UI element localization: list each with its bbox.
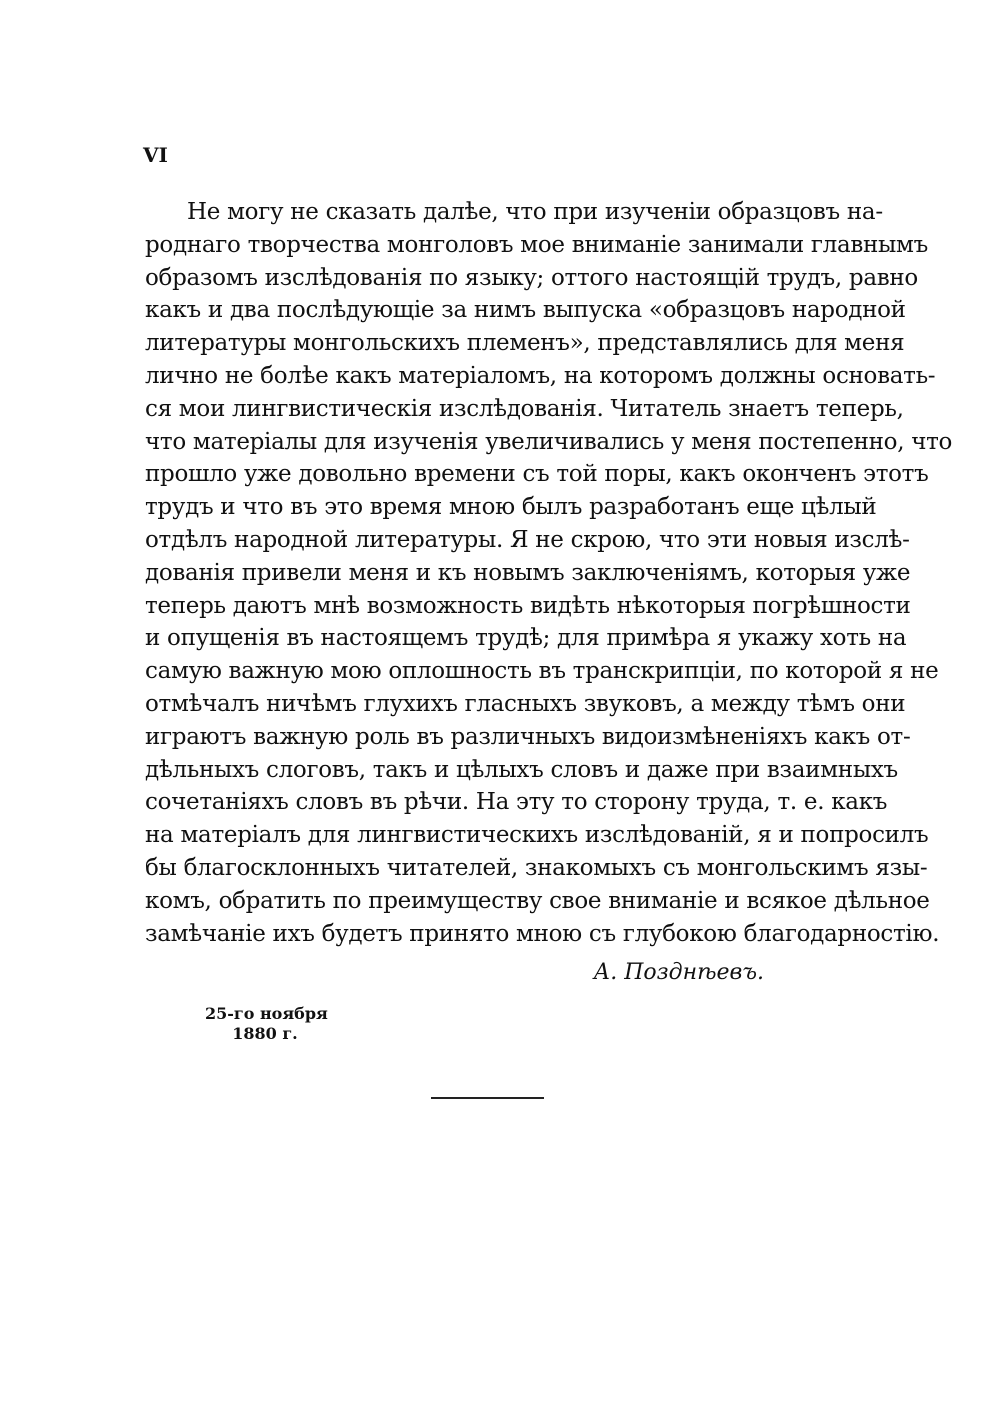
text-line: лично не болѣе какъ матеріаломъ, на которомъ должны основать- [145, 362, 936, 389]
text-line: сочетаніяхъ словъ въ рѣчи. На эту то сторону труда, т. е. какъ [145, 789, 888, 816]
author-signature: А. Позднѣевъ. [593, 960, 764, 985]
text-line: дованія привели меня и къ новымъ заключеніямъ, которыя уже [145, 559, 911, 586]
end-divider-rule [431, 1097, 544, 1099]
text-line: дѣльныхъ слоговъ, такъ и цѣлыхъ словъ и даже при взаимныхъ [145, 756, 898, 783]
text-line: комъ, обратить по преимуществу свое вниманіе и всякое дѣльное [145, 887, 930, 914]
page-number: VI [143, 143, 168, 167]
text-line: отдѣлъ народной литературы. Я не скрою, что эти новыя изслѣ- [145, 526, 910, 553]
text-line: Не могу не сказать далѣе, что при изученіи образцовъ на- [187, 199, 883, 225]
text-line: на матеріалъ для лингвистическихъ изслѣдованій, я и попросилъ [145, 822, 929, 849]
text-line: самую важную мою оплошность въ транскрипціи, по которой я не [145, 658, 939, 685]
text-line: трудъ и что въ это время мною былъ разработанъ еще цѣлый [145, 494, 877, 521]
text-line: бы благосклонныхъ читателей, знакомыхъ съ монгольскимъ язы- [145, 854, 928, 881]
text-line: роднаго творчества монголовъ мое вниманіе занимали главнымъ [145, 231, 928, 258]
text-line: литературы монгольскихъ племенъ», представлялись для меня [145, 330, 905, 357]
date-year: 1880 г. [232, 1024, 298, 1043]
text-line: прошло уже довольно времени съ той поры, какъ оконченъ этотъ [145, 461, 929, 488]
text-line: ся мои лингвистическія изслѣдованія. Читатель знаетъ теперь, [145, 395, 904, 422]
text-line: какъ и два послѣдующіе за нимъ выпуска «образцовъ народной [145, 297, 906, 324]
text-line: играютъ важную роль въ различныхъ видоизмѣненіяхъ какъ от- [145, 723, 911, 750]
text-line: и опущенія въ настоящемъ трудѣ; для примѣра я укажу хоть на [145, 625, 907, 652]
text-line: образомъ изслѣдованія по языку; оттого настоящій трудъ, равно [145, 264, 918, 291]
text-line: теперь даютъ мнѣ возможность видѣть нѣкоторыя погрѣшности [145, 592, 911, 619]
date-block [205, 1004, 328, 1044]
text-line: что матеріалы для изученія увеличивались у меня постепенно, что [145, 428, 953, 455]
text-line: замѣчаніе ихъ будетъ принято мною съ глубокою благодарностію. [145, 920, 940, 947]
date-day-month: 25-го ноября [205, 1004, 328, 1023]
body-paragraph [145, 196, 953, 950]
text-line: отмѣчалъ ничѣмъ глухихъ гласныхъ звуковъ, а между тѣмъ они [145, 690, 906, 717]
